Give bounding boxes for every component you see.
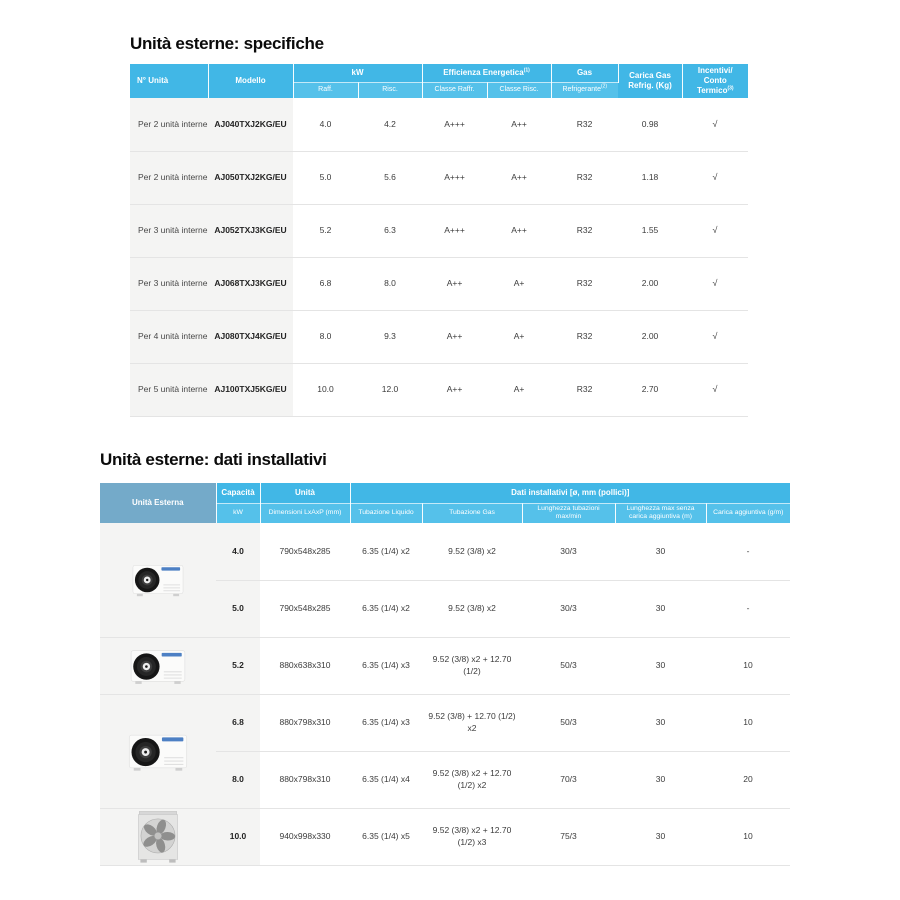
cell-carica-aggiuntiva: - xyxy=(706,580,790,637)
install-table xyxy=(100,483,790,866)
cell-risc: 12.0 xyxy=(358,363,422,416)
subheader-classe-risc: Classe Risc. xyxy=(487,82,551,98)
header-modello: Modello xyxy=(208,64,293,98)
cell-dimensioni: 880x798x310 xyxy=(260,694,350,751)
outdoor-unit-front-illustration xyxy=(134,810,182,864)
cell-modello: AJ040TXJ2KG/EU xyxy=(208,98,293,151)
spec-table xyxy=(130,64,748,417)
header-incentivi xyxy=(682,64,748,98)
cell-capacita: 4.0 xyxy=(216,523,260,580)
cell-modello: AJ068TXJ3KG/EU xyxy=(208,257,293,310)
cell-incentivi-check: √ xyxy=(682,257,748,310)
subheader-carica-aggiuntiva: Carica aggiuntiva (g/m) xyxy=(706,503,790,523)
cell-lunghezza-max: 30 xyxy=(615,523,706,580)
cell-gas: R32 xyxy=(551,257,618,310)
header-carica-gas: Carica Gas Refrig. (Kg) xyxy=(618,64,682,98)
cell-dimensioni: 940x998x330 xyxy=(260,808,350,865)
cell-capacita: 8.0 xyxy=(216,751,260,808)
table-row xyxy=(100,523,790,580)
cell-lunghezza-max: 30 xyxy=(615,751,706,808)
cell-classe-raff: A++ xyxy=(422,257,487,310)
header-incentivi-line1: Incentivi/ xyxy=(697,66,733,75)
table-row xyxy=(100,808,790,865)
cell-carica-aggiuntiva: 10 xyxy=(706,808,790,865)
cell-lunghezza-tubazioni: 30/3 xyxy=(522,580,615,637)
cell-lunghezza-max: 30 xyxy=(615,808,706,865)
cell-incentivi-check: √ xyxy=(682,310,748,363)
cell-gas: R32 xyxy=(551,310,618,363)
subheader-raff: Raff. xyxy=(293,82,358,98)
subheader-risc: Risc. xyxy=(358,82,422,98)
spec-table-header xyxy=(130,64,748,98)
cell-tubazione-liquido: 6.35 (1/4) x2 xyxy=(350,523,422,580)
table-row xyxy=(130,310,748,363)
cell-carica: 2.70 xyxy=(618,363,682,416)
header-incentivi-line2: Conto Termico xyxy=(696,76,728,95)
cell-carica-aggiuntiva: 20 xyxy=(706,751,790,808)
cell-tubazione-liquido: 6.35 (1/4) x3 xyxy=(350,694,422,751)
cell-capacita: 5.2 xyxy=(216,637,260,694)
cell-carica: 0.98 xyxy=(618,98,682,151)
header-group-kw: kW xyxy=(293,64,422,82)
cell-n-unita: Per 3 unità interne xyxy=(130,204,208,257)
cell-n-unita: Per 5 unità interne xyxy=(130,363,208,416)
cell-classe-raff: A++ xyxy=(422,310,487,363)
cell-raff: 4.0 xyxy=(293,98,358,151)
cell-raff: 10.0 xyxy=(293,363,358,416)
cell-carica: 1.18 xyxy=(618,151,682,204)
table-row xyxy=(130,257,748,310)
header-group-dati-installativi: Dati installativi [ø, mm (pollici)] xyxy=(350,483,790,503)
cell-tubazione-gas: 9.52 (3/8) x2 + 12.70 (1/2) xyxy=(422,637,522,694)
cell-lunghezza-tubazioni: 75/3 xyxy=(522,808,615,865)
cell-classe-risc: A+ xyxy=(487,363,551,416)
cell-dimensioni: 790x548x285 xyxy=(260,580,350,637)
cell-dimensioni: 880x798x310 xyxy=(260,751,350,808)
cell-capacita: 6.8 xyxy=(216,694,260,751)
cell-tubazione-liquido: 6.35 (1/4) x2 xyxy=(350,580,422,637)
table-row xyxy=(100,694,790,751)
cell-risc: 9.3 xyxy=(358,310,422,363)
section-title-specifiche: Unità esterne: specifiche xyxy=(130,34,324,53)
subheader-kw: kW xyxy=(216,503,260,523)
outdoor-unit-side-illustration xyxy=(131,560,185,599)
subheader-refrigerante xyxy=(551,82,618,98)
cell-gas: R32 xyxy=(551,98,618,151)
table-row xyxy=(130,151,748,204)
outdoor-unit-image-large xyxy=(100,694,216,808)
cell-classe-risc: A+ xyxy=(487,310,551,363)
cell-classe-raff: A+++ xyxy=(422,98,487,151)
subheader-classe-raff: Classe Raffr. xyxy=(422,82,487,98)
cell-classe-raff: A+++ xyxy=(422,151,487,204)
section-specifiche xyxy=(130,34,748,417)
cell-lunghezza-tubazioni: 30/3 xyxy=(522,523,615,580)
cell-tubazione-liquido: 6.35 (1/4) x5 xyxy=(350,808,422,865)
cell-carica: 2.00 xyxy=(618,310,682,363)
cell-lunghezza-max: 30 xyxy=(615,580,706,637)
install-table-body xyxy=(100,523,790,865)
outdoor-unit-image-small xyxy=(100,523,216,637)
subheader-tubazione-gas: Tubazione Gas xyxy=(422,503,522,523)
cell-tubazione-liquido: 6.35 (1/4) x3 xyxy=(350,637,422,694)
cell-incentivi-check: √ xyxy=(682,151,748,204)
cell-raff: 5.0 xyxy=(293,151,358,204)
cell-gas: R32 xyxy=(551,363,618,416)
header-group-unita: Unità xyxy=(260,483,350,503)
cell-lunghezza-max: 30 xyxy=(615,637,706,694)
cell-gas: R32 xyxy=(551,204,618,257)
spec-table-body xyxy=(130,98,748,416)
cell-carica-aggiuntiva: 10 xyxy=(706,637,790,694)
cell-risc: 6.3 xyxy=(358,204,422,257)
cell-carica-aggiuntiva: - xyxy=(706,523,790,580)
section-title-dati-installativi: Unità esterne: dati installativi xyxy=(100,450,327,469)
cell-dimensioni: 880x638x310 xyxy=(260,637,350,694)
footnote-marker: (3) xyxy=(727,85,734,92)
cell-classe-risc: A++ xyxy=(487,98,551,151)
cell-lunghezza-tubazioni: 50/3 xyxy=(522,637,615,694)
cell-tubazione-gas: 9.52 (3/8) x2 xyxy=(422,523,522,580)
header-group-capacita: Capacità xyxy=(216,483,260,503)
cell-modello: AJ100TXJ5KG/EU xyxy=(208,363,293,416)
outdoor-unit-image-xl xyxy=(100,808,216,865)
section-dati-installativi xyxy=(100,450,790,866)
cell-classe-risc: A++ xyxy=(487,204,551,257)
cell-risc: 8.0 xyxy=(358,257,422,310)
cell-risc: 4.2 xyxy=(358,98,422,151)
cell-classe-risc: A++ xyxy=(487,151,551,204)
table-row xyxy=(100,637,790,694)
cell-carica: 1.55 xyxy=(618,204,682,257)
cell-n-unita: Per 3 unità interne xyxy=(130,257,208,310)
cell-raff: 5.2 xyxy=(293,204,358,257)
cell-tubazione-liquido: 6.35 (1/4) x4 xyxy=(350,751,422,808)
subheader-dimensioni: Dimensioni LxAxP (mm) xyxy=(260,503,350,523)
table-row xyxy=(130,204,748,257)
header-group-efficienza-label: Efficienza Energetica xyxy=(443,67,524,77)
subheader-tubazione-liquido: Tubazione Liquido xyxy=(350,503,422,523)
cell-carica-aggiuntiva: 10 xyxy=(706,694,790,751)
cell-tubazione-gas: 9.52 (3/8) + 12.70 (1/2) x2 xyxy=(422,694,522,751)
cell-tubazione-gas: 9.52 (3/8) x2 xyxy=(422,580,522,637)
cell-modello: AJ080TXJ4KG/EU xyxy=(208,310,293,363)
outdoor-unit-side-illustration xyxy=(127,729,189,774)
cell-lunghezza-tubazioni: 50/3 xyxy=(522,694,615,751)
cell-lunghezza-max: 30 xyxy=(615,694,706,751)
header-unita-esterna: Unità Esterna xyxy=(100,483,216,523)
table-row xyxy=(130,363,748,416)
table-row xyxy=(130,98,748,151)
cell-classe-raff: A++ xyxy=(422,363,487,416)
cell-tubazione-gas: 9.52 (3/8) x2 + 12.70 (1/2) x2 xyxy=(422,751,522,808)
cell-tubazione-gas: 9.52 (3/8) x2 + 12.70 (1/2) x3 xyxy=(422,808,522,865)
outdoor-unit-side-illustration xyxy=(129,645,187,687)
cell-n-unita: Per 2 unità interne xyxy=(130,98,208,151)
cell-n-unita: Per 2 unità interne xyxy=(130,151,208,204)
header-group-gas: Gas xyxy=(551,64,618,82)
subheader-refrigerante-label: Refrigerante xyxy=(562,85,601,93)
header-group-efficienza xyxy=(422,64,551,82)
cell-incentivi-check: √ xyxy=(682,204,748,257)
subheader-lunghezza-tubazioni: Lunghezza tubazioni max/min xyxy=(522,503,615,523)
cell-raff: 8.0 xyxy=(293,310,358,363)
cell-incentivi-check: √ xyxy=(682,363,748,416)
cell-risc: 5.6 xyxy=(358,151,422,204)
outdoor-unit-image-medium xyxy=(100,637,216,694)
cell-raff: 6.8 xyxy=(293,257,358,310)
cell-gas: R32 xyxy=(551,151,618,204)
cell-modello: AJ050TXJ2KG/EU xyxy=(208,151,293,204)
subheader-lunghezza-max: Lunghezza max senza carica aggiuntiva (m) xyxy=(615,503,706,523)
cell-classe-raff: A+++ xyxy=(422,204,487,257)
cell-modello: AJ052TXJ3KG/EU xyxy=(208,204,293,257)
footnote-marker: (1) xyxy=(523,67,530,74)
cell-lunghezza-tubazioni: 70/3 xyxy=(522,751,615,808)
footnote-marker: (2) xyxy=(600,83,608,90)
cell-dimensioni: 790x548x285 xyxy=(260,523,350,580)
install-table-header xyxy=(100,483,790,523)
cell-capacita: 5.0 xyxy=(216,580,260,637)
cell-classe-risc: A+ xyxy=(487,257,551,310)
header-n-unita: N° Unità xyxy=(130,64,208,98)
cell-incentivi-check: √ xyxy=(682,98,748,151)
cell-capacita: 10.0 xyxy=(216,808,260,865)
cell-carica: 2.00 xyxy=(618,257,682,310)
cell-n-unita: Per 4 unità interne xyxy=(130,310,208,363)
